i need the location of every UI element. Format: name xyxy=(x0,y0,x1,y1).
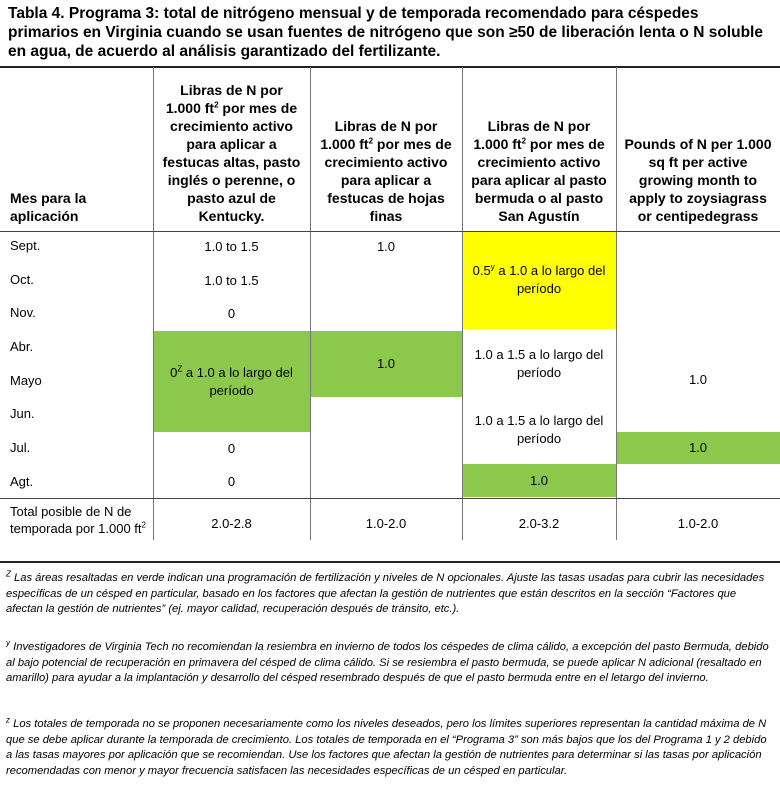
cell-c1-oct: 1.0 to 1.5 xyxy=(204,273,259,288)
table-title: Tabla 4. Programa 3: total de nitrógeno mensual y de temporada recomendado para céspedes primarios en Virginia cuando se usan fuentes de nitrógeno que son ≥50 de liberación lenta o N soluble en agua, de acuerdo al análisis garantizado del fertilizante. xyxy=(8,5,763,60)
month-label: Jun. xyxy=(10,406,35,421)
cell-c3-yellow: 0.5$^y$ a 1.0 a lo largo del período xyxy=(472,262,606,296)
bottom-rule xyxy=(0,561,780,563)
header-col1: Libras de N por 1.000 $ft^2$ por mes de crecimiento activo para aplicar a festucas altas, pasto inglés o perenne, o pasto azul de Kentucky. xyxy=(162,82,301,224)
cell-c2-sept: 1.0 xyxy=(376,239,396,254)
cell-c1-agt: 0 xyxy=(227,474,236,489)
cell-c3-jun: 1.0 a 1.5 a lo largo del período xyxy=(474,413,604,446)
month-label: Mayo xyxy=(10,373,42,388)
footnote-z2: $^z$ Los totales de temporada no se proponen necesariamente como los niveles deseados, pero los límites superiores representan la cantidad máxima de N que se debe aplicar durante la temporada de crecimiento. Los totales de temporada en el “Programa 3” son más bajos que los del Programa 1 y 2 debido a las tasas mayores por aplicación que se recomiendan. Use los factores que afectan la gestión de nutrientes para determinar si las tasas por aplicación recomendadas con menor y mayor frecuencia satisfacen las necesidades específicas de un césped en particular. xyxy=(6,715,767,777)
month-label: Oct. xyxy=(10,272,34,287)
total-c1: 2.0-2.8 xyxy=(211,516,252,531)
header-col3: Libras de N por 1.000 $ft^2$ por mes de crecimiento activo para aplicar al pasto bermuda o al pasto San Agustín xyxy=(471,118,607,224)
cell-c1-nov: 0 xyxy=(227,306,236,321)
footnote-z: $^Z$ Las áreas resaltadas en verde indican una programación de fertilización y niveles de N opcionales. Ajuste las tasas usadas para cubrir las necesidades específicas de un césped en particular, basado en los factores que afectan la gestión de nutrientes que están descritos en la sección “Factores que afectan la gestión de nutrientes” (ej. mayor calidad, recuperación después de tránsito, etc.). xyxy=(6,569,765,615)
month-label: Abr. xyxy=(10,339,34,354)
cell-c1-jul: 0 xyxy=(227,441,236,456)
header-month: Mes para la aplicación xyxy=(10,190,87,224)
totals-label: Total posible de N de temporada por 1.000 $ft^2$ xyxy=(10,504,146,536)
month-label: Nov. xyxy=(10,305,36,320)
cell-c2-green: 1.0 xyxy=(376,356,396,371)
cell-c1-green: $0^Z$ a 1.0 a lo largo del período xyxy=(170,364,293,398)
header-col4: Pounds of N per 1.000 sq ft per active growing month to apply to zoysiagrass or centipedegrass xyxy=(624,136,772,224)
cell-c4-mayo: 1.0 xyxy=(688,372,708,387)
month-label: Sept. xyxy=(10,238,41,253)
cell-c1-sept: 1.0 to 1.5 xyxy=(204,239,259,254)
cell-c3-agt: 1.0 xyxy=(529,472,549,488)
month-label: Agt. xyxy=(10,474,34,489)
total-c3: 2.0-3.2 xyxy=(518,516,560,531)
cell-c3-abr: 1.0 a 1.5 a lo largo del período xyxy=(474,347,604,380)
total-c2: 1.0-2.0 xyxy=(365,516,407,531)
footnote-y: $^y$ Investigadores de Virginia Tech no recomiendan la resiembra en invierno de todos los céspedes de clima cálido, a excepción del pasto Bermuda, debido al bajo potencial de recuperación en primavera del césped de clima cálido. Si se resiembra el pasto bermuda, se puede aplicar N adicional (resaltado en amarillo) para ayudar a la implantación y desarrollo del césped resembrado después de que el pasto bermuda entre en el letargo del invierno. xyxy=(6,638,769,684)
cell-c4-jul: 1.0 xyxy=(688,440,708,455)
total-c4: 1.0-2.0 xyxy=(677,516,719,531)
month-label: Jul. xyxy=(10,440,31,455)
header-col2: Libras de N por 1.000 $ft^2$ por mes de crecimiento activo para aplicar a festucas de hojas finas xyxy=(320,118,452,224)
